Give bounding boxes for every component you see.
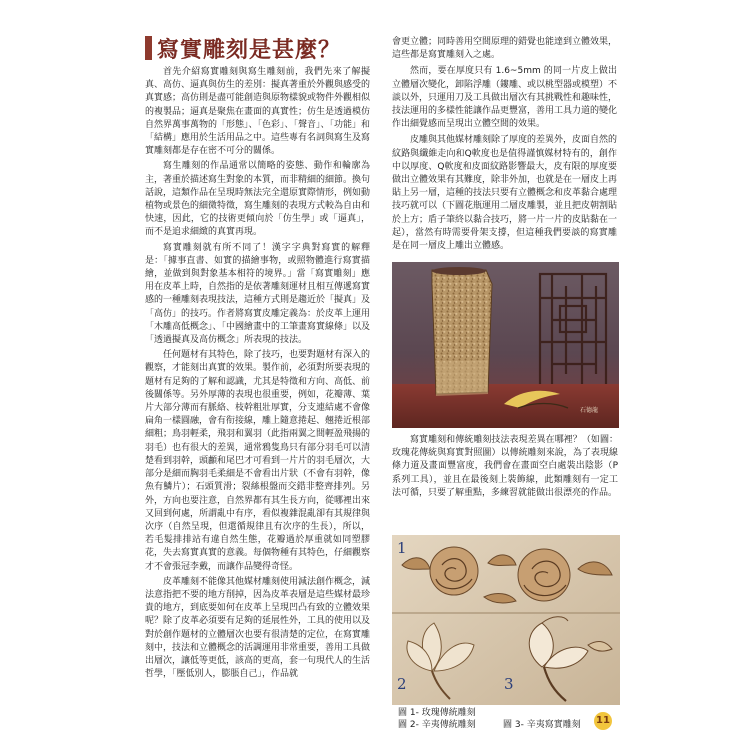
- paragraph: 寫實雕刻就有所不同了！漢字字典對寫實的解釋是：「據事直書、如實的描繪事物，或照物體進行寫實描繪，並做到與對象基本相符的境界。」當「寫實雕刻」應用在皮革上時，自然指的是依著雕刻運材且相互傳遞寫實感的一種雕刻表現技法，這種方式則是趨近於「擬真」及「高仿」的技巧。作者將寫實皮雕定義為：於皮革上運用「木雕高低概念」、「中國繪畫中的工筆畫寫實線條」以及「透過擬真及高仿概念」所表現的技法。: [145, 242, 371, 346]
- vase-artwork-illustration: [392, 262, 619, 428]
- figure-caption-3: 圖 3- 辛夷寫實雕刻: [503, 720, 581, 730]
- vase-artwork-photo: [392, 262, 619, 428]
- paragraph: 皮革雕刻不能像其他媒材雕刻使用減法創作概念，減法意指把不要的地方削掉，因為皮革表層是這些媒材最珍貴的地方，到底要如何在皮革上呈現凹凸有致的立體效果呢？除了皮革必須要有足夠的延展性外，工具的使用以及對於創作題材的立體層次也要有很清楚的定位，在寫實雕刻中，技法和立體概念的活調運用非常重要，善用工具做出層次，讓低等更低，該高的更高，套一句現代人的生活哲學，「壓低別人，膨脹自己」，作品就: [145, 576, 371, 680]
- page-number-badge: 11: [594, 712, 612, 730]
- title-accent-bar: [145, 36, 152, 60]
- figure-intro-text: [392, 434, 618, 502]
- paragraph: 皮雕與其他媒材雕刻除了厚度的差異外，皮面自然的紋路與纖維走向和Q軟度也是值得謹慎媒材特有的，創作中以厚度、Q軟度和皮面紋路影響最大，皮有限的厚度要做出立體效果有其難度，除非外加，也就是在一層皮上再貼上另一層，這種的技法只要有立體概念和皮革黏合處理技巧就可以（下圖花瓶運用二層皮雕製，並且把皮朝割貼於上方；盾子筆終以黏合技巧，將一片一片的皮貼黏在一起），當然有時需要骨架支撐，但這種我們要談的寫實雕是在同一層皮上雕出立體感。: [392, 135, 618, 252]
- paragraph: 寫生雕刻的作品通常以簡略的姿態、動作和輪廓為主，著重於描述寫生對象的本質，而非精細的細節。換句話說，這類作品在呈現時無法完全還原實際情形，例如動植物或景色的細微特徵，寫生雕刻的表現方式較為自由和快速，因此，它的技術更傾向於「仿生學」或「逼真」，而不是追求細緻的真實再現。: [145, 161, 371, 238]
- figure-caption-2: 圖 2- 辛夷傳統雕刻: [398, 720, 476, 730]
- paragraph: 任何題材有其特色，除了技巧，也要對題材有深入的觀察，才能刻出真實的效果。製作前，必須對所要表現的題材有足夠的了解和認識，尤其是特徵和方向、高低、前後關係等。另外厚薄的表現也很重要，例如，花瓣薄、葉片大部分薄而有脈絡、枝幹粗壯厚實，分支連結處不會像扁角一樣圓融，會有衔接線，雕上隨意捲起、翹捲近根部細粗；鳥羽輕柔，飛羽和翼羽（此指兩翼之間輕盈飛揚的羽毛）也有很大的差異，通常鴉隻鳥只有部分羽毛可以清楚看到羽幹，頭顱和尾巴才可看到一片片的羽毛層次，大部分是細而胸羽毛柔細是不會看出片狀（不會有羽幹，像魚有鱗片）；石頭質滑；裂絲根盤而交錯非整齊排列。另外，方向也要注意，自然界都有其生長方向，從哪裡出來又回到何處，所謂亂中有序，看似複雜混亂卻有其規律與次序（自然呈現，但還循規律且有次序的生長），所以，若毛髮排排站有違自然生態，花瓣過於厚重就如同塑膠花，失去寫實真實的意義。每個物種有其特色，仔細觀察才不會張冠李戴，而讓作品變得奇怪。: [145, 350, 371, 572]
- figure-number-2: 2: [397, 675, 407, 693]
- paragraph: 會更立體；同時善用空間原理的錯覺也能達到立體效果，這些都是寫實雕刻入之處。: [392, 37, 618, 61]
- paragraph: 然而，要在厚度只有 1.6~5mm 的同一片皮上做出立體層次變化，卸陷浮雕（鏤雕、或以桃型器或模塑）不談以外，只運用刀及工具做出層次有其挑戰性和趣味性，技法運用的多樣性能讓作品更豐富，善用工具力道的變化作出細覺感而呈現出立體空間的效果。: [392, 66, 618, 130]
- article-title: 寫實雕刻是甚麼？: [157, 38, 342, 63]
- paragraph: 寫實雕刻和傳統雕刻技法表現差異在哪裡？（如圖：玫瑰花傳統與寫實對照圖）以傳統雕刻來說，為了表現線條力道及畫面豐富度，我們會在畫面空白處裝出陰影（P系列工具），並且在最後刻上裝飾線，此類雕刻有一定工法可循，只要了解重點，多練習就能做出很漂亮的作品。: [392, 435, 618, 498]
- paragraph: 首先介紹寫實雕刻與寫生雕刻前，我們先來了解擬真、高仿、逼真與仿生的差別：擬真著重於外觀與感受的真實感；高仿則是盡可能創造與原物樣貌或物件外觀相似的複製品；逼真是聚焦在畫面的真實性；仿生是透過模仿自然界萬事萬物的「形態」、「色彩」、「聲音」、「功能」和「結構」應用於生活用品之中。這些專有名詞與寫生及寫實雕刻都是存在密不可分的關係。: [145, 67, 371, 157]
- article-header: [145, 33, 370, 63]
- figure-number-3: 3: [504, 675, 514, 693]
- rose-magnolia-carving-figure: [392, 535, 620, 705]
- figure-caption-1: 圖 1- 玫瑰傳統雕刻: [398, 708, 476, 718]
- painting-signature: 石德龍: [580, 407, 599, 414]
- right-column: [392, 36, 617, 256]
- left-column: [145, 66, 370, 683]
- figure-number-1: 1: [397, 539, 407, 557]
